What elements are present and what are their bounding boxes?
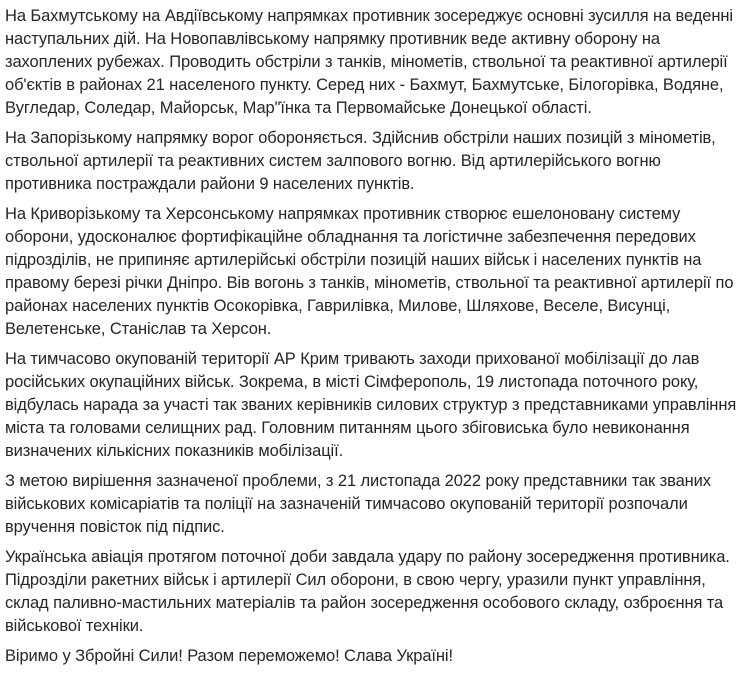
- paragraph-closing-slogan: Віримо у Збройні Сили! Разом переможемо! Слава Україні!: [5, 647, 453, 665]
- paragraph-draft-notices: З метою вирішення зазначеної проблеми, з 21 листопада 2022 року представники так званих військових комісаріатів та поліції на зазначеній тимчасово окупованій території розпочали вручення повісток під підпис.: [5, 472, 711, 536]
- paragraph-crimea-mobilization: На тимчасово окупованій території АР Крим тривають заходи прихованої мобілізації до лав російських окупаційних військ. Зокрема, в місті Сімферополь, 19 листопада поточного року, відбулась нарада за участі так званих керівників силових структур з представниками управління міста та головами селищних рад. Головним питанням цього збіговиська було невиконання визначених кількісних показників мобілізації.: [5, 350, 737, 460]
- paragraph-bakhmut-avdiivka-direction: На Бахмутському на Авдіївському напрямках противник зосереджує основні зусилля на веденні наступальних дій. На Новопавлівському напрямку противник веде активну оборону на захоплених рубежах. Проводить обстріли з танків, мінометів, ствольної та реактивної артилерії об'єктів в районах 21 населеного пункту. Серед них - Бахмут, Бахмутське, Білогорівка, Водяне, Вугледар, Соледар, Майорськ, Мар"їнка та Первомайське Донецької області.: [5, 7, 733, 117]
- paragraph-kryvyi-rih-kherson-direction: На Криворізькому та Херсонському напрямках противник створює ешелоновану систему оборони, удосконалює фортифікаційне обладнання та логістичне забезпечення передових підрозділів, не припиняє артилерійські обстріли позицій наших військ і населених пунктів на правому березі річки Дніпро. Вів вогонь з танків, мінометів, ствольної та реактивної артилерії по районах населених пунктів Осокорівка, Гаврилівка, Милове, Шляхове, Веселе, Висунці, Велетенське, Станіслав та Херсон.: [5, 205, 734, 338]
- paragraph-zaporizhzhia-direction: На Запорізькому напрямку ворог обороняється. Здійснив обстріли наших позицій з мінометів, ствольної артилерії та реактивних систем залпового вогню. Від артилерійського вогню противника постраждали райони 9 населених пунктів.: [5, 129, 716, 193]
- paragraph-ukrainian-aviation-strikes: Українська авіація протягом поточної доби завдала удару по району зосередження противника. Підрозділи ракетних військ і артилерії Сил оборони, в свою чергу, уразили пункт управління, склад паливно-мастильних матеріалів та район зосередження особового складу, озброєння та військової техніки.: [5, 548, 730, 635]
